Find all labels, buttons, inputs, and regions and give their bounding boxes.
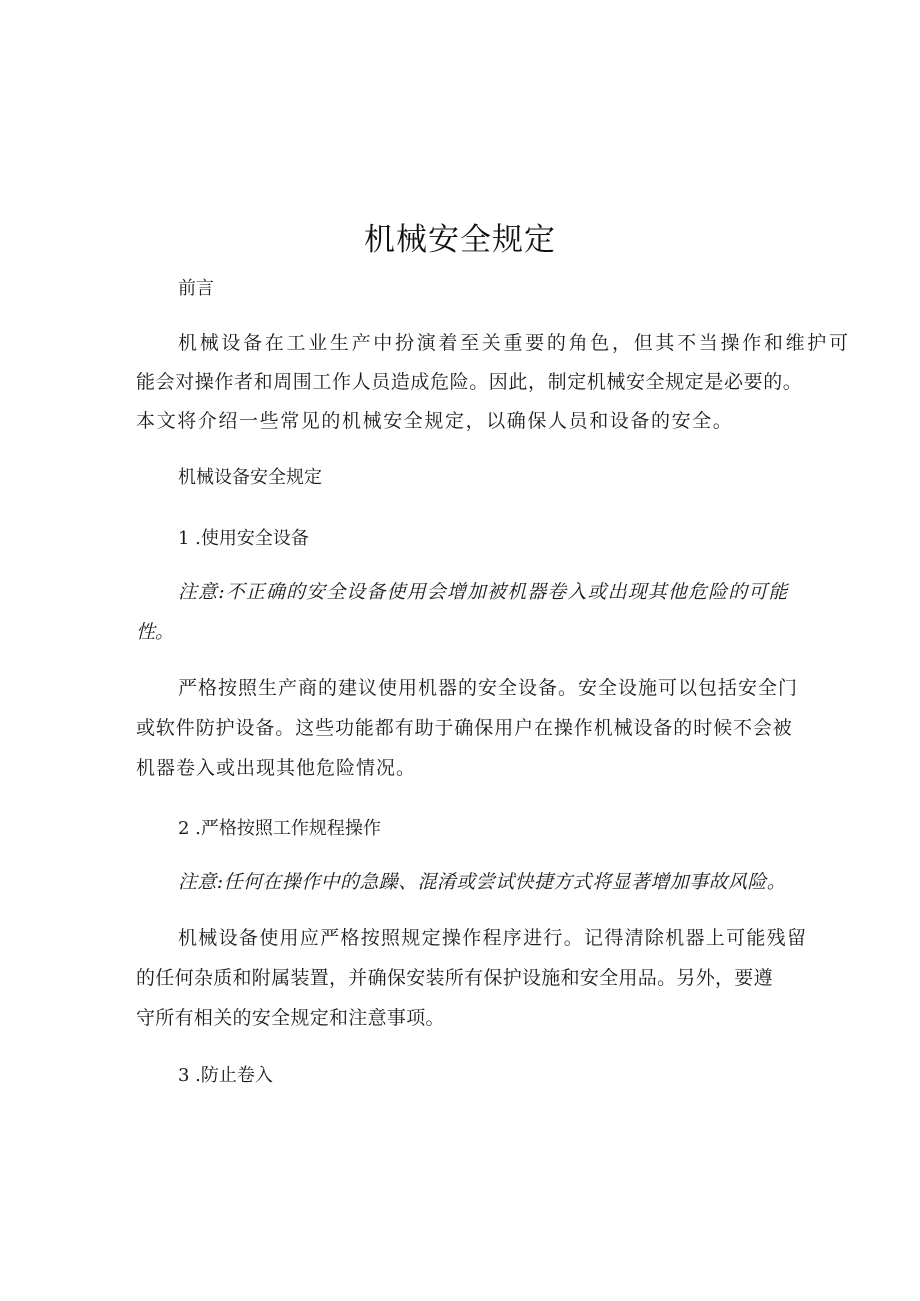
item-2-note-line-1: 注意:任何在操作中的急躁、混淆或尝试快捷方式将显著增加事故风险。 xyxy=(178,871,787,893)
preface-line-1: 机械设备在工业生产中扮演着至关重要的角色，但其不当操作和维护可 xyxy=(178,332,851,354)
preface-heading: 前言 xyxy=(178,278,214,299)
item-1-body-line-3: 机器卷入或出现其他危险情况。 xyxy=(136,757,417,779)
item-2-body-line-3: 守所有相关的安全规定和注意事项。 xyxy=(136,1007,445,1029)
preface-line-3: 本文将介绍一些常见的机械安全规定，以确保人员和设备的安全。 xyxy=(136,410,734,432)
item-3-heading: 3 .防止卷入 xyxy=(178,1065,273,1086)
item-1-note-line-1: 注意:不正确的安全设备使用会增加被机器卷入或出现其他危险的可能 xyxy=(178,581,789,603)
item-2-body-line-2: 的任何杂质和附属装置，并确保安装所有保护设施和安全用品。另外，要遵 xyxy=(136,967,773,989)
section-heading: 机械设备安全规定 xyxy=(178,467,322,488)
item-2-body-line-1: 机械设备使用应严格按照规定操作程序进行。记得清除机器上可能残留 xyxy=(178,927,808,949)
preface-line-2: 能会对操作者和周围工作人员造成危险。因此，制定机械安全规定是必要的。 xyxy=(136,371,803,393)
item-1-body-line-1: 严格按照生产商的建议使用机器的安全设备。安全设施可以包括安全门 xyxy=(178,677,799,699)
item-2-heading: 2 .严格按照工作规程操作 xyxy=(178,818,381,839)
document-title: 机械安全规定 xyxy=(364,222,556,258)
item-1-note-line-2: 性。 xyxy=(136,621,175,643)
item-1-heading: 1 .使用安全设备 xyxy=(178,528,309,549)
item-1-body-line-2: 或软件防护设备。这些功能都有助于确保用户在操作机械设备的时候不会被 xyxy=(136,717,793,739)
